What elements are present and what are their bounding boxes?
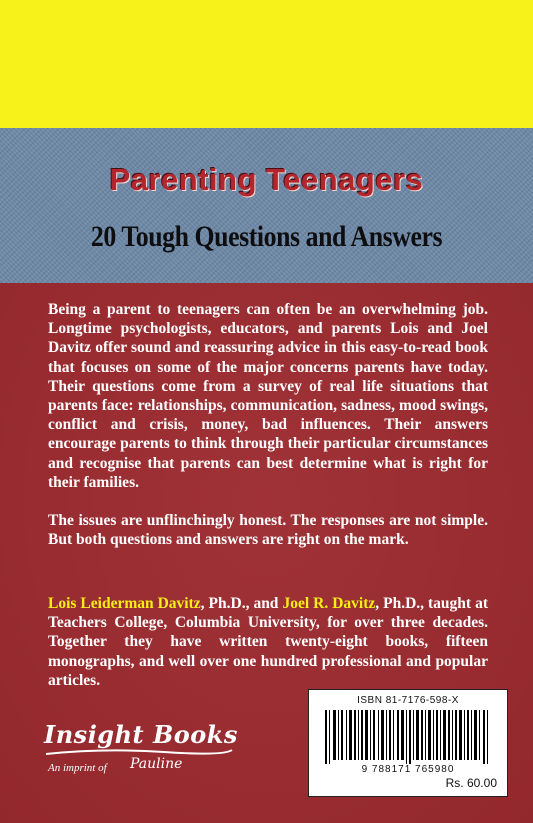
author-bio xyxy=(48,594,488,690)
isbn-barcode-box xyxy=(308,689,508,797)
publisher-logo xyxy=(44,720,244,790)
blurb-paragraph-1: Being a parent to teenagers can often be an overwhelming job. Longtime psychologists, educators, and parents Lois and Joel Davitz offer sound and reassuring advice in this easy-to-read book that focuses on some of the major concerns parents have today. Their questions come from a survey of real life situations that parents face: relationships, communication, sadness, mood swings, conflict and crisis, money, bad influences. Their answers encourage parents to think through their particular circumstances and recognise that parents can best determine what is right for their families. xyxy=(48,301,488,491)
blurb-paragraph-2: The issues are unflinchingly honest. The responses are not simple. But both questions and answers are right on the mark. xyxy=(48,512,488,549)
author-name-2: Joel R. Davitz xyxy=(282,595,376,612)
top-yellow-band xyxy=(0,0,533,128)
denim-title-band xyxy=(0,128,533,283)
price-label: Rs. 60.00 xyxy=(445,776,497,790)
isbn-label: ISBN 81-7176-598-X xyxy=(357,695,459,706)
publisher-name: Insight Books xyxy=(44,720,238,749)
author-bio-text: , Ph.D., taught at Teachers College, Columbia University, for over three decades. Together they have written twenty-eight books, fifteen monographs, and well over one hundred professional and popular articles. xyxy=(48,595,488,689)
book-title: Parenting Teenagers xyxy=(109,162,424,197)
barcode-icon xyxy=(323,710,493,764)
author-degree-1: , Ph.D., and xyxy=(200,595,283,612)
author-name-1: Lois Leiderman Davitz xyxy=(48,595,201,612)
book-subtitle: 20 Tough Questions and Answers xyxy=(90,220,443,253)
imprint-prefix: An imprint of xyxy=(48,762,107,774)
imprint-parent: Pauline xyxy=(130,756,183,772)
isbn-digits: 9 788171 765980 xyxy=(361,764,455,775)
